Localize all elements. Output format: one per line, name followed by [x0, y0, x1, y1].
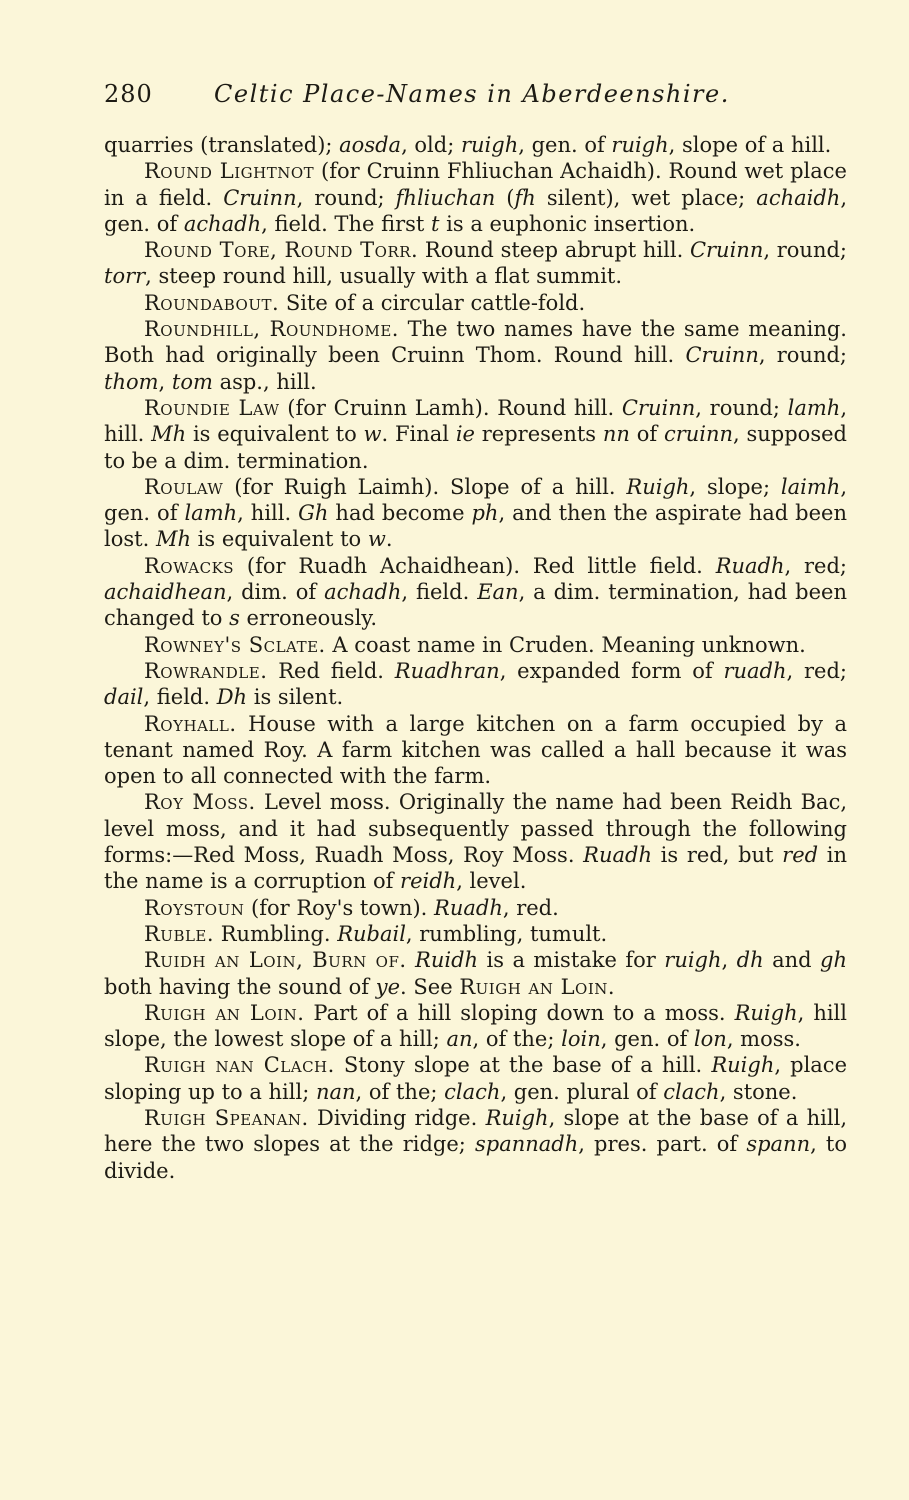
dictionary-entry: [104, 474, 847, 553]
entry-text: (for Ruigh Laimh). Slope of a hill. Ruigh, slope; laimh, gen. of lamh, hill. Gh had become ph, and then the aspirate had been lost. Mh is equivalent to w.: [104, 474, 847, 552]
entry-text: Round steep abrupt hill. Cruinn, round; torr, steep round hill, usually with a flat summit.: [104, 238, 847, 289]
entry-headword: Rowacks: [144, 553, 235, 578]
dictionary-entry: [104, 789, 847, 894]
entry-text: (for Ruadh Achaidhean). Red little field. Ruadh, red; achaidhean, dim. of achadh, field. Ean, a dim. termination, had been changed to s erroneously.: [104, 553, 847, 631]
entry-text: Site of a circular cattle-fold.: [279, 290, 586, 315]
page-header: [104, 80, 847, 124]
entry-headword: Ruigh Speanan.: [144, 1105, 309, 1130]
entry-text: Part of a hill sloping down to a moss. Ruigh, hill slope, the lowest slope of a hill; an, of the; loin, gen. of lon, moss.: [104, 1000, 847, 1052]
entry-headword: Roundhill, Roundhome.: [144, 317, 399, 342]
entry-headword: Round Lightnot: [144, 159, 315, 184]
dictionary-entry: [104, 237, 847, 290]
dictionary-entry: [104, 553, 847, 632]
entry-headword: Ruigh an Loin.: [144, 1000, 305, 1025]
entry-headword: Rowney's Sclate.: [144, 632, 326, 657]
running-title: Celtic Place-Names in Aberdeenshire.: [214, 80, 730, 108]
dictionary-entry: [104, 290, 847, 316]
entry-text: Rumbling. Rubail, rumbling, tumult.: [214, 921, 608, 946]
entry-text: quarries (translated); aosda, old; ruigh, gen. of ruigh, slope of a hill.: [104, 133, 832, 157]
entry-headword: Roundabout.: [144, 290, 280, 315]
entry-headword: Round Tore, Round Torr.: [144, 238, 419, 263]
entry-text: The two names have the same meaning. Both had originally been Cruinn Thom. Round hill. Cruinn, round; thom, tom asp., hill.: [104, 317, 848, 394]
dictionary-entry: [104, 921, 847, 947]
entry-headword: Roulaw: [144, 474, 224, 499]
entry-headword: Roystoun: [144, 895, 245, 920]
entry-headword: Ruigh nan Clach.: [144, 1053, 335, 1078]
dictionary-entry: [104, 316, 847, 395]
dictionary-entry: [104, 1000, 847, 1053]
dictionary-entry: [104, 658, 847, 711]
dictionary-entry: [104, 711, 847, 790]
dictionary-entry: [104, 895, 847, 921]
entry-headword: Ruidh an Loin, Burn of.: [144, 948, 407, 973]
dictionary-entry: [104, 158, 847, 237]
entry-headword: Ruble.: [144, 921, 215, 946]
page-number: 280: [104, 80, 153, 108]
entry-text: (for Cruinn Lamh). Round hill. Cruinn, round; lamh, hill. Mh is equivalent to w. Final ie represents nn of cruinn, supposed to be a dim. termination.: [104, 395, 847, 473]
entry-text: House with a large kitchen on a farm occupied by a tenant named Roy. A farm kitchen was called a hall because it was open to all connected with the farm.: [104, 711, 847, 789]
entry-text: (for Cruinn Fhliuchan Achaidh). Round wet place in a field. Cruinn, round; fhliuchan (fh silent), wet place; achaidh, gen. of achadh, field. The first t is a euphonic insertion.: [104, 159, 847, 236]
entry-text: Red field. Ruadhran, expanded form of ruadh, red; dail, field. Dh is silent.: [104, 658, 847, 710]
dictionary-entry: [104, 1052, 847, 1105]
entry-headword: Roy Moss.: [144, 790, 256, 815]
entry-headword: Rowrandle.: [144, 658, 268, 683]
entry-list: [104, 132, 847, 1184]
entry-headword: Royhall.: [144, 711, 237, 736]
dictionary-entry: [104, 947, 847, 1000]
entry-text: (for Roy's town). Ruadh, red.: [244, 895, 559, 920]
dictionary-entry: [104, 132, 847, 158]
entry-text: Stony slope at the base of a hill. Ruigh, place sloping up to a hill; nan, of the; clach, gen. plural of clach, stone.: [104, 1053, 847, 1104]
entry-text: Ruidh is a mistake for ruigh, dh and gh both having the sound of ye. See Ruigh an Loin.: [104, 948, 847, 999]
dictionary-entry: [104, 395, 847, 474]
dictionary-entry: [104, 1105, 847, 1184]
entry-text: Level moss. Originally the name had been Reidh Bac, level moss, and it had subsequently passed through the following forms:—Red Moss, Ruadh Moss, Roy Moss. Ruadh is red, but red in the name is a corruption of reidh, level.: [104, 790, 848, 894]
entry-headword: Roundie Law: [144, 395, 280, 420]
dictionary-entry: [104, 632, 847, 658]
entry-text: Dividing ridge. Ruigh, slope at the base of a hill, here the two slopes at the ridge; spannadh, pres. part. of spann, to divide.: [104, 1105, 847, 1183]
entry-text: A coast name in Cruden. Meaning unknown.: [325, 632, 806, 657]
